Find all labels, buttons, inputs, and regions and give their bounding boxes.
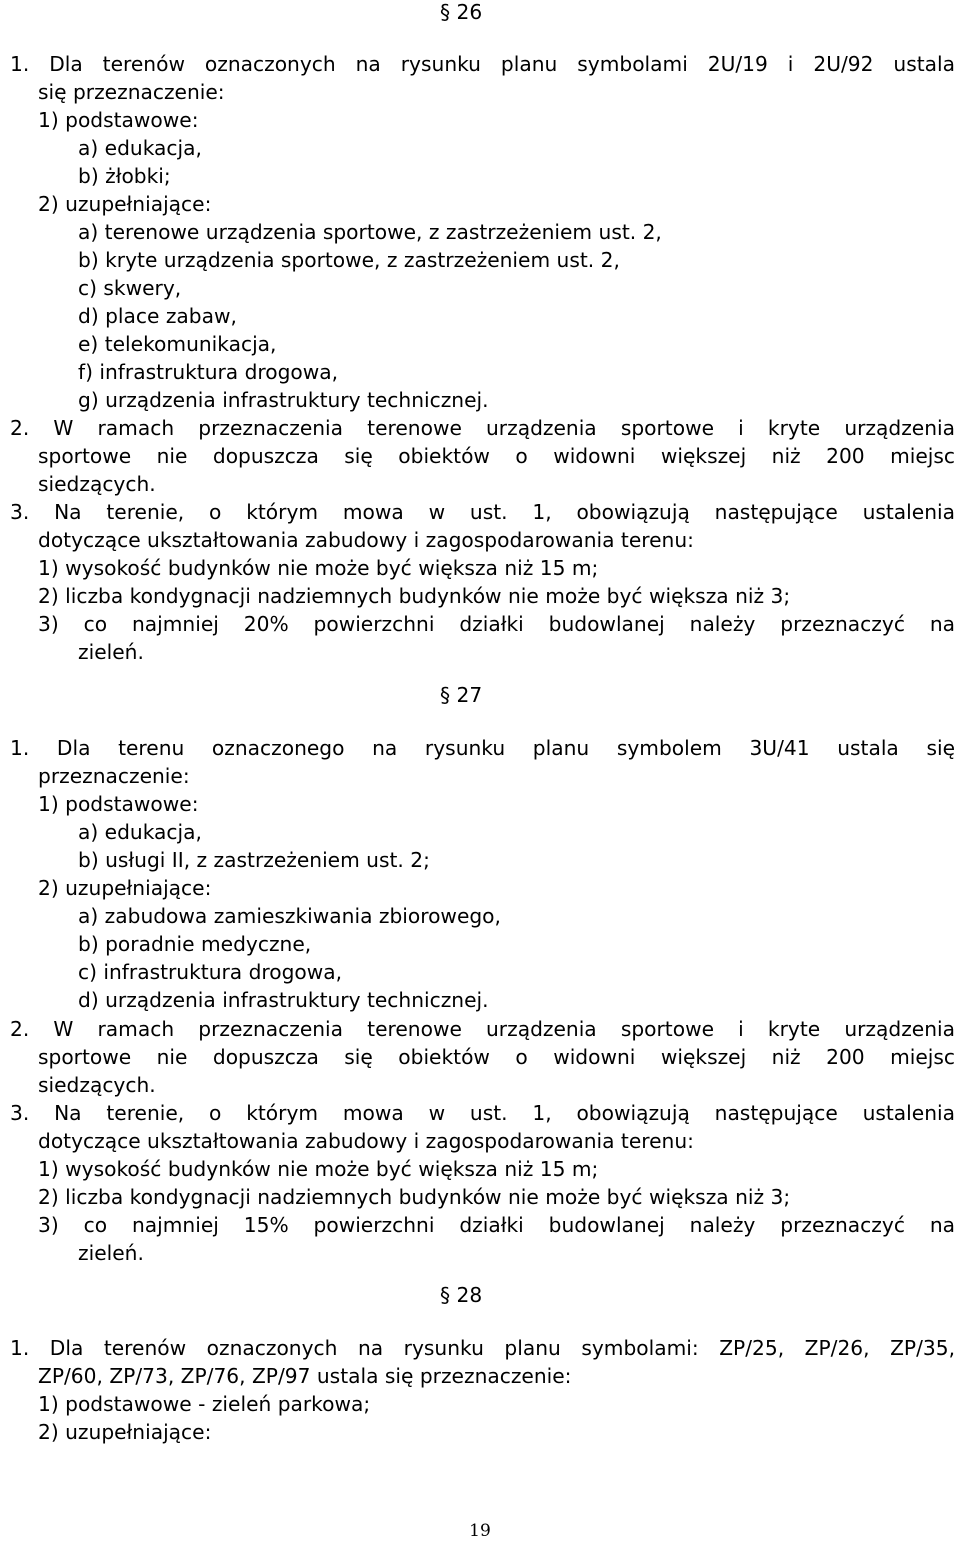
list-item: d) place zabaw, — [78, 304, 237, 328]
paragraph-line: 2. W ramach przeznaczenia terenowe urządzenia sportowe i kryte urządzenia — [10, 1017, 955, 1041]
paragraph-line: zieleń. — [78, 640, 144, 664]
list-item: 1) podstawowe: — [38, 792, 199, 816]
list-item: 1) podstawowe - zieleń parkowa; — [38, 1392, 371, 1416]
list-item: b) poradnie medyczne, — [78, 932, 312, 956]
list-item: e) telekomunikacja, — [78, 332, 277, 356]
list-item: c) skwery, — [78, 276, 182, 300]
list-item: 3) co najmniej 15% powierzchni działki budowlanej należy przeznaczyć na — [38, 1213, 955, 1237]
list-item: f) infrastruktura drogowa, — [78, 360, 339, 384]
paragraph-line: 1. Dla terenów oznaczonych na rysunku planu symbolami 2U/19 i 2U/92 ustala — [10, 52, 955, 76]
paragraph-line: ZP/60, ZP/73, ZP/76, ZP/97 ustala się przeznaczenie: — [38, 1364, 572, 1388]
paragraph-line: siedzących. — [38, 1073, 156, 1097]
list-item: d) urządzenia infrastruktury technicznej. — [78, 988, 489, 1012]
list-item: g) urządzenia infrastruktury technicznej. — [78, 388, 489, 412]
paragraph-line: 3. Na terenie, o którym mowa w ust. 1, obowiązują następujące ustalenia — [10, 1101, 955, 1125]
section-heading-27: § 27 — [440, 683, 483, 707]
paragraph-line: dotyczące ukształtowania zabudowy i zagospodarowania terenu: — [38, 528, 694, 552]
paragraph-line: 3. Na terenie, o którym mowa w ust. 1, obowiązują następujące ustalenia — [10, 500, 955, 524]
list-item: 2) liczba kondygnacji nadziemnych budynków nie może być większa niż 3; — [38, 584, 791, 608]
paragraph-line: 2. W ramach przeznaczenia terenowe urządzenia sportowe i kryte urządzenia — [10, 416, 955, 440]
paragraph-line: 1. Dla terenu oznaczonego na rysunku planu symbolem 3U/41 ustala się — [10, 736, 955, 760]
paragraph-line: sportowe nie dopuszcza się obiektów o widowni większej niż 200 miejsc — [38, 1045, 955, 1069]
paragraph-line: sportowe nie dopuszcza się obiektów o widowni większej niż 200 miejsc — [38, 444, 955, 468]
paragraph-line: siedzących. — [38, 472, 156, 496]
list-item: b) usługi II, z zastrzeżeniem ust. 2; — [78, 848, 430, 872]
list-item: b) żłobki; — [78, 164, 171, 188]
list-item: 2) uzupełniające: — [38, 192, 212, 216]
page-number: 19 — [469, 1521, 491, 1541]
list-item: 2) uzupełniające: — [38, 876, 212, 900]
list-item: a) edukacja, — [78, 136, 202, 160]
list-item: a) terenowe urządzenia sportowe, z zastrzeżeniem ust. 2, — [78, 220, 662, 244]
list-item: 3) co najmniej 20% powierzchni działki budowlanej należy przeznaczyć na — [38, 612, 955, 636]
list-item: 1) wysokość budynków nie może być większa niż 15 m; — [38, 556, 599, 580]
section-heading-26: § 26 — [440, 0, 483, 24]
paragraph-line: zieleń. — [78, 1241, 144, 1265]
list-item: 2) uzupełniające: — [38, 1420, 212, 1444]
paragraph-line: przeznaczenie: — [38, 764, 190, 788]
list-item: 2) liczba kondygnacji nadziemnych budynków nie może być większa niż 3; — [38, 1185, 791, 1209]
list-item: c) infrastruktura drogowa, — [78, 960, 343, 984]
list-item: 1) podstawowe: — [38, 108, 199, 132]
list-item: 1) wysokość budynków nie może być większa niż 15 m; — [38, 1157, 599, 1181]
list-item: b) kryte urządzenia sportowe, z zastrzeżeniem ust. 2, — [78, 248, 620, 272]
paragraph-line: dotyczące ukształtowania zabudowy i zagospodarowania terenu: — [38, 1129, 694, 1153]
section-heading-28: § 28 — [440, 1283, 483, 1307]
paragraph-line: się przeznaczenie: — [38, 80, 225, 104]
list-item: a) edukacja, — [78, 820, 202, 844]
paragraph-line: 1. Dla terenów oznaczonych na rysunku planu symbolami: ZP/25, ZP/26, ZP/35, — [10, 1336, 955, 1360]
list-item: a) zabudowa zamieszkiwania zbiorowego, — [78, 904, 501, 928]
